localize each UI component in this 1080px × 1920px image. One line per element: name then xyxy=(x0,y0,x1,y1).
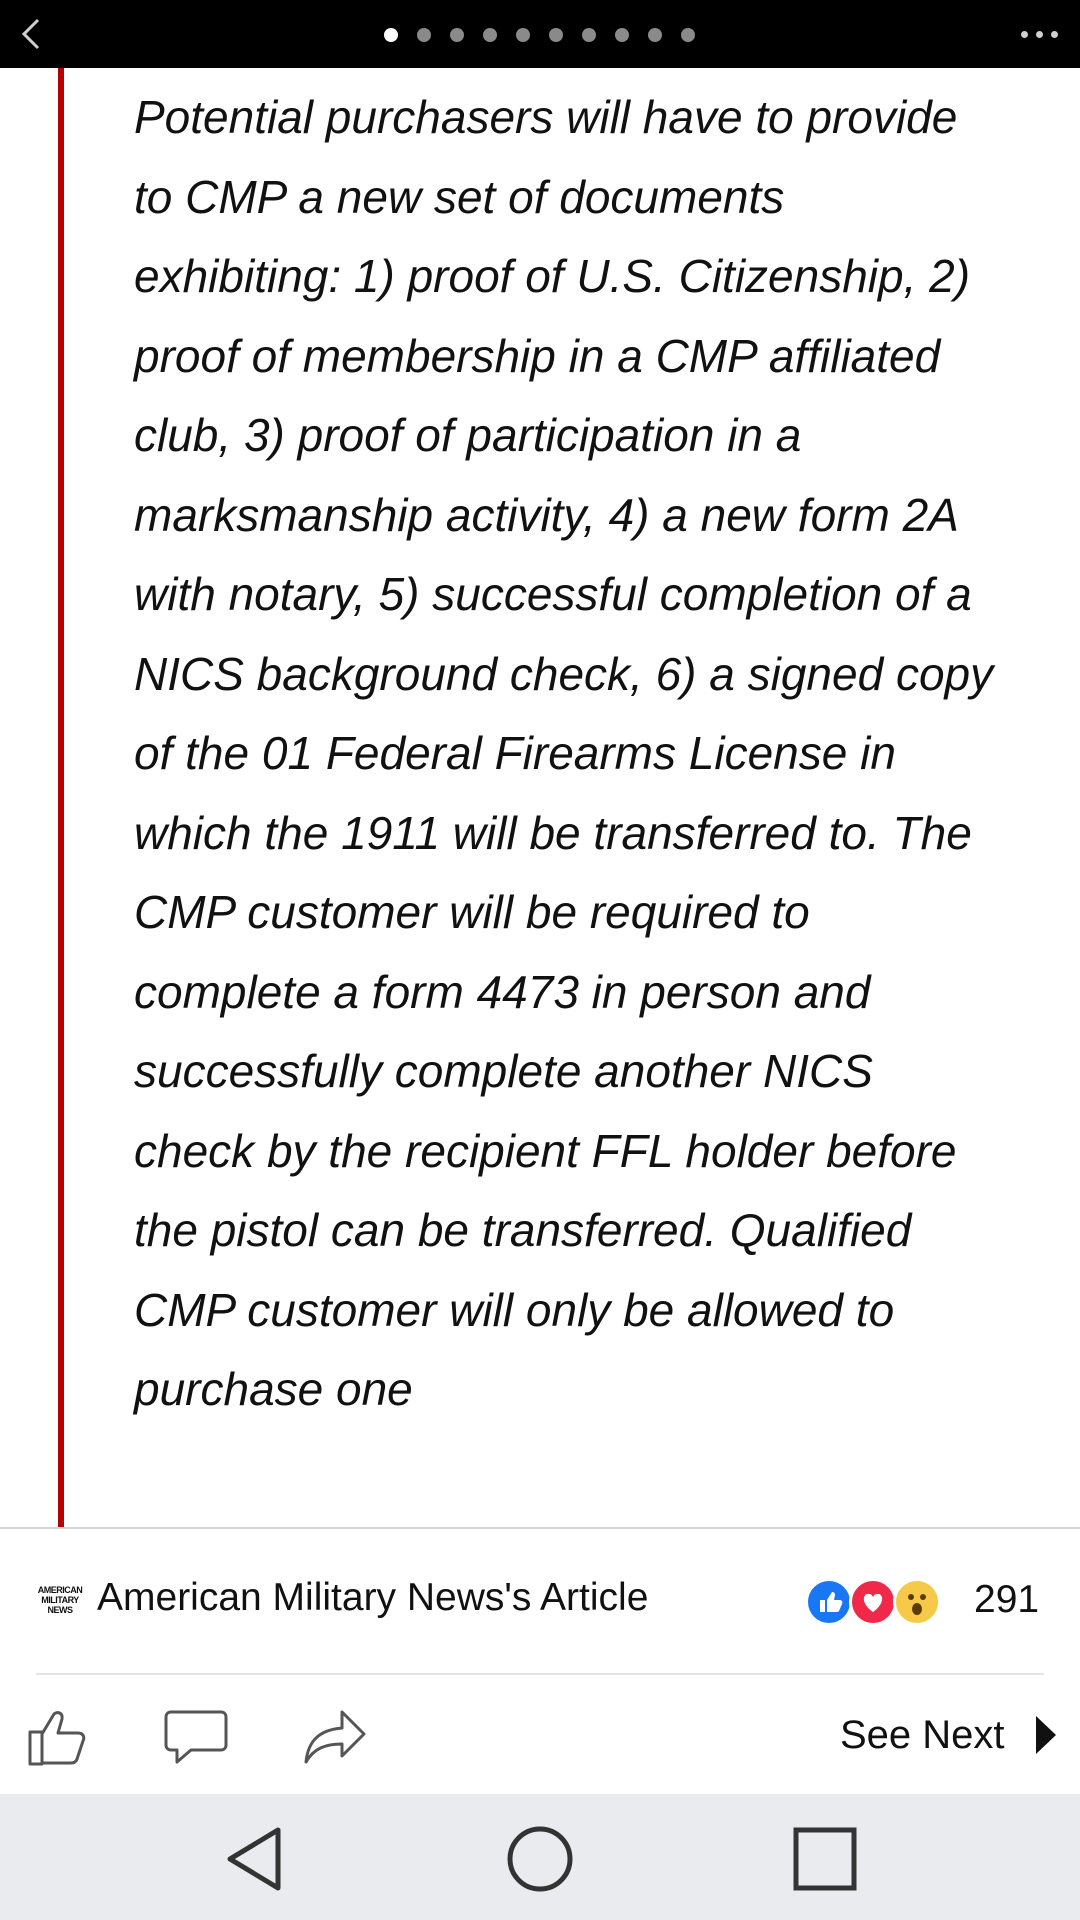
article-source-title[interactable]: American Military News's Article xyxy=(97,1576,649,1619)
blockquote-bar xyxy=(58,68,64,1527)
wow-reaction-icon xyxy=(893,1578,941,1626)
reaction-icons[interactable] xyxy=(805,1578,953,1626)
page-dot[interactable] xyxy=(516,28,530,42)
page-dot[interactable] xyxy=(615,28,629,42)
share-button[interactable] xyxy=(302,1706,368,1768)
blockquote-text: Potential purchasers will have to provide to CMP a new set of documents exhibiting: 1) proof of U.S. Citizenship, 2) proof of membership in a CMP affiliated club, 3) proof of participation in a marksmanship activity, 4) a new form 2A with notary, 5) successful completion of a NICS background check, 6) a signed copy of the 01 Federal Firearms License in which the 1911 will be transferred to. The CMP customer will be required to complete a form 4473 in person and successfully complete another NICS check by the recipient FFL holder before the pistol can be transferred. Qualified CMP customer will only be allowed to purchase one xyxy=(134,91,994,1415)
like-reaction-icon xyxy=(805,1578,853,1626)
back-arrow-icon[interactable] xyxy=(14,14,54,54)
see-next-button[interactable]: See Next xyxy=(840,1713,1005,1757)
article-source-row[interactable] xyxy=(0,1530,1080,1674)
love-reaction-icon xyxy=(849,1578,897,1626)
top-bar xyxy=(0,0,1080,68)
logo-text-line2: MILITARY NEWS xyxy=(41,1595,79,1615)
page-indicator xyxy=(384,28,695,42)
page-dot[interactable] xyxy=(681,28,695,42)
system-nav-bar xyxy=(0,1794,1080,1920)
comment-bubble-icon xyxy=(163,1706,229,1768)
reaction-count[interactable]: 291 xyxy=(974,1578,1040,1621)
page-dot[interactable] xyxy=(582,28,596,42)
comment-button[interactable] xyxy=(163,1706,229,1768)
page-dot[interactable] xyxy=(483,28,497,42)
logo-text-line1: AMERICAN xyxy=(37,1585,83,1595)
more-options-icon[interactable] xyxy=(1014,22,1064,46)
chevron-right-icon[interactable] xyxy=(1034,1712,1058,1758)
divider xyxy=(36,1673,1044,1675)
divider xyxy=(0,1527,1080,1529)
nav-recents-icon[interactable] xyxy=(790,1824,860,1894)
article-body xyxy=(0,68,1080,1527)
page-dot[interactable] xyxy=(549,28,563,42)
like-button[interactable] xyxy=(26,1706,92,1768)
page-dot[interactable] xyxy=(450,28,464,42)
share-arrow-icon xyxy=(302,1706,368,1768)
page-dot-active[interactable] xyxy=(384,28,398,42)
page-dot[interactable] xyxy=(648,28,662,42)
thumbs-up-icon xyxy=(26,1706,92,1768)
page-dot[interactable] xyxy=(417,28,431,42)
nav-back-icon[interactable] xyxy=(220,1824,290,1894)
publisher-logo xyxy=(36,1585,84,1615)
action-bar xyxy=(0,1676,1080,1794)
nav-home-icon[interactable] xyxy=(505,1824,575,1894)
